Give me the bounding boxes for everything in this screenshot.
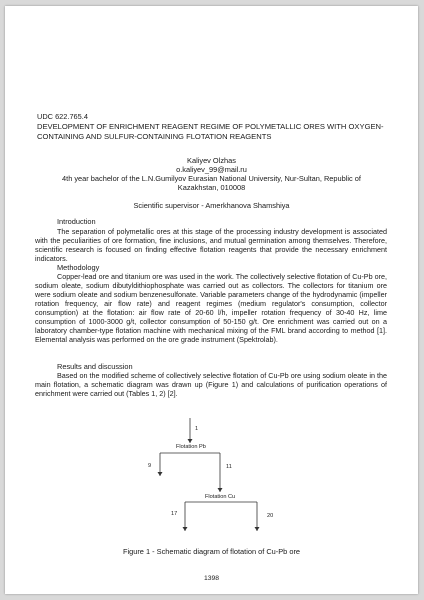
paper-title: DEVELOPMENT OF ENRICHMENT REAGENT REGIME OF POLYMETALLIC ORES WITH OXYGEN-CONTAINING AND SULFUR-CONTAINING FLOTATION REAGENTS — [37, 122, 384, 141]
paragraph-introduction: The separation of polymetallic ores at this stage of the processing industry development is associated with the peculiarities of ore formation, fine inclusions, and mutual germination among themselves. Therefore, scientific research is focused on finding effective flotation reagents that provide the necessary enrichment indicators. — [35, 227, 387, 263]
flotation-diagram — [5, 406, 418, 536]
stream-label-1: 1 — [195, 426, 199, 432]
node-flotation-cu: Flotation Cu — [205, 494, 236, 500]
heading-results: Results and discussion — [57, 362, 133, 371]
heading-introduction: Introduction — [57, 217, 96, 226]
stream-label-17: 17 — [171, 511, 178, 517]
arrowhead-20 — [255, 527, 260, 531]
scientific-supervisor: Scientific supervisor - Amerkhanova Shamshiya — [133, 201, 290, 210]
arrowhead-17 — [183, 527, 188, 531]
udc-code: UDC 622.765.4 — [37, 112, 88, 121]
heading-methodology: Methodology — [57, 263, 100, 272]
document-page — [5, 6, 418, 594]
stream-label-9: 9 — [148, 463, 152, 469]
author-name: Kaliyev Olzhas — [187, 156, 236, 165]
arrowhead-1 — [188, 439, 193, 443]
page-number: 1398 — [203, 575, 220, 582]
author-email: o.kaliyev_99@mail.ru — [176, 165, 247, 174]
arrowhead-11 — [218, 488, 223, 492]
stream-label-20: 20 — [267, 513, 274, 519]
node-flotation-pb: Flotation Pb — [176, 444, 206, 450]
paragraph-methodology: Copper-lead ore and titanium ore was used in the work. The collectively selective flotation of Cu-Pb ore, sodium oleate, sodium dibutyldithiophosphate was carried out as collectors. The collectors for titanium ore were sodium oleate and sodium benzenesulfonate. Variable parameters change of the hydrodynamic (impeller rotation frequency, air flow rate) and reagent regimes (medium regulator's consumption, collector consumption) at the flotation: air flow rate of 20-60 l/h, impeller rotation frequency of 30-40 Hz, lime consumption of 1000-3000 g/t, collector consumption of 50-150 g/t. Ore enrichment was carried out on a laboratory chamber-type flotation machine with mechanical mixing of the FML brand according to method [1]. Elemental analysis was performed on the ore grade instrument (Spektrolab). — [35, 272, 387, 344]
author-affiliation: 4th year bachelor of the L.N.Gumilyov Eurasian National University, Nur-Sultan, Republic of Kazakhstan, 010008 — [62, 174, 361, 192]
paragraph-results: Based on the modified scheme of collectively selective flotation of Cu-Pb ore using sodium oleate in the main flotation, a schematic diagram was drawn up (Figure 1) and calculations of purification operations of enrichment were carried out (Tables 1, 2) [2]. — [35, 371, 387, 398]
figure-caption: Figure 1 - Schematic diagram of flotation of Cu-Pb ore — [122, 547, 301, 556]
stream-label-11: 11 — [226, 464, 232, 470]
arrowhead-9 — [158, 472, 163, 476]
flotation-diagram-svg — [5, 406, 418, 536]
